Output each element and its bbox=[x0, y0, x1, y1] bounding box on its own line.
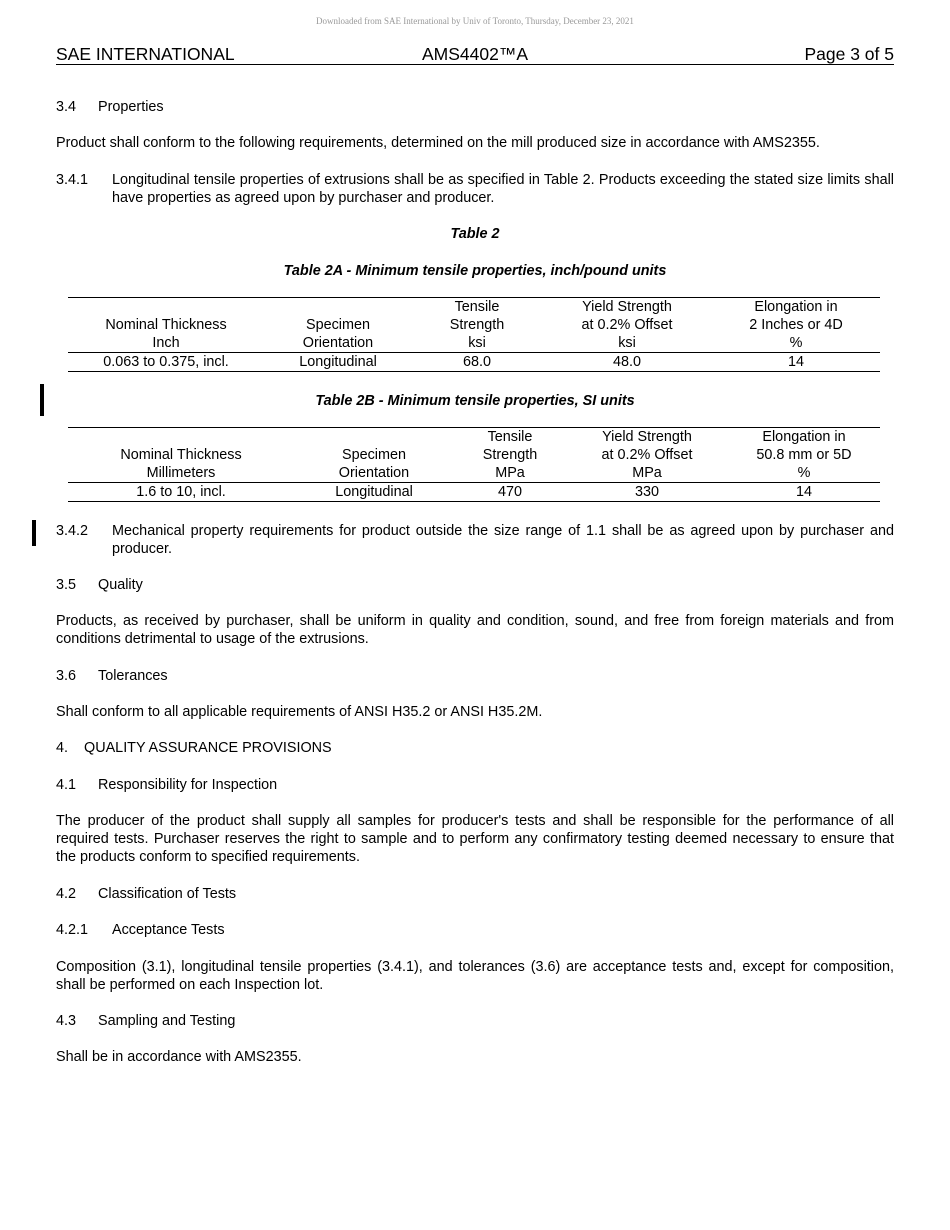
section-number: 4.1 bbox=[56, 777, 77, 793]
section-3-4-heading bbox=[56, 98, 164, 116]
section-4-3-heading bbox=[56, 1012, 235, 1030]
section-number: 3.6 bbox=[56, 668, 77, 684]
header-yield-strength: Yield Strength at 0.2% Offset MPa bbox=[566, 428, 728, 483]
header-document-number: AMS4402™A bbox=[421, 44, 529, 64]
table-2a-caption: Table 2A - Minimum tensile properties, inch/pound units bbox=[283, 263, 667, 279]
table-row bbox=[68, 483, 880, 502]
cell-thickness: 0.063 to 0.375, incl. bbox=[68, 353, 264, 372]
table-header-row bbox=[68, 428, 880, 483]
section-3-5-heading bbox=[56, 576, 143, 594]
header-page-number: Page 3 of 5 bbox=[804, 44, 894, 64]
cell-yield: 330 bbox=[566, 483, 728, 502]
header-yield-strength: Yield Strength at 0.2% Offset ksi bbox=[542, 298, 712, 353]
section-4-2-1-heading bbox=[56, 921, 225, 939]
section-number: 3.4.2 bbox=[56, 523, 89, 539]
section-3-6-paragraph: Shall conform to all applicable requirements of ANSI H35.2 or ANSI H35.2M. bbox=[56, 704, 543, 720]
table-2-caption: Table 2 bbox=[450, 226, 500, 242]
section-text: Mechanical property requirements for product outside the size range of 1.1 shall be as agreed upon by purchaser and producer. bbox=[112, 523, 894, 557]
section-title: Classification of Tests bbox=[98, 886, 237, 902]
header-nominal-thickness: Nominal Thickness Millimeters bbox=[68, 428, 294, 483]
section-title: Acceptance Tests bbox=[112, 922, 225, 938]
header-tensile-strength: Tensile Strength MPa bbox=[454, 428, 566, 483]
cell-elongation: 14 bbox=[712, 353, 880, 372]
section-4-2-1-paragraph: Composition (3.1), longitudinal tensile properties (3.4.1), and tolerances (3.6) are acceptance tests and, except for composition, shall be performed on each Inspection lot. bbox=[56, 959, 894, 993]
section-number: 3.4 bbox=[56, 99, 77, 115]
section-title: Tolerances bbox=[98, 668, 168, 684]
section-title: Properties bbox=[98, 99, 164, 115]
download-notice: Downloaded from SAE International by Univ of Toronto, Thursday, December 23, 2021 bbox=[316, 16, 634, 26]
header-specimen-orientation: Specimen Orientation bbox=[264, 298, 412, 353]
section-title: Sampling and Testing bbox=[98, 1013, 236, 1029]
cell-tensile: 68.0 bbox=[412, 353, 542, 372]
revision-bar bbox=[32, 520, 36, 546]
cell-orientation: Longitudinal bbox=[264, 353, 412, 372]
header-publisher: SAE INTERNATIONAL bbox=[56, 44, 235, 64]
table-2a bbox=[68, 297, 880, 372]
section-3-6-heading bbox=[56, 667, 168, 685]
section-number: 4.3 bbox=[56, 1013, 77, 1029]
section-4-heading bbox=[56, 739, 332, 757]
cell-orientation: Longitudinal bbox=[294, 483, 454, 502]
cell-tensile: 470 bbox=[454, 483, 566, 502]
header-elongation: Elongation in 2 Inches or 4D % bbox=[712, 298, 880, 353]
cell-elongation: 14 bbox=[728, 483, 880, 502]
header-nominal-thickness: Nominal Thickness Inch bbox=[68, 298, 264, 353]
section-number: 3.5 bbox=[56, 577, 77, 593]
section-title: QUALITY ASSURANCE PROVISIONS bbox=[84, 740, 332, 756]
header-elongation: Elongation in 50.8 mm or 5D % bbox=[728, 428, 880, 483]
table-2b-caption: Table 2B - Minimum tensile properties, SI units bbox=[315, 393, 635, 409]
section-4-1-heading bbox=[56, 776, 277, 794]
table-2b bbox=[68, 427, 880, 502]
cell-thickness: 1.6 to 10, incl. bbox=[68, 483, 294, 502]
table-header-row bbox=[68, 298, 880, 353]
section-4-2-heading bbox=[56, 885, 236, 903]
header-tensile-strength: Tensile Strength ksi bbox=[412, 298, 542, 353]
cell-yield: 48.0 bbox=[542, 353, 712, 372]
section-number: 4.2.1 bbox=[56, 922, 89, 938]
section-number: 4. bbox=[56, 740, 69, 756]
section-text: Longitudinal tensile properties of extrusions shall be as specified in Table 2. Products exceeding the stated size limits shall have properties as agreed upon by purchaser and producer. bbox=[112, 172, 894, 206]
table-row bbox=[68, 353, 880, 372]
section-4-3-paragraph: Shall be in accordance with AMS2355. bbox=[56, 1049, 302, 1065]
section-3-4-paragraph: Product shall conform to the following requirements, determined on the mill produced size in accordance with AMS2355. bbox=[56, 135, 820, 151]
header-specimen-orientation: Specimen Orientation bbox=[294, 428, 454, 483]
section-title: Responsibility for Inspection bbox=[98, 777, 278, 793]
section-title: Quality bbox=[98, 577, 143, 593]
section-number: 4.2 bbox=[56, 886, 77, 902]
section-number: 3.4.1 bbox=[56, 172, 89, 188]
section-3-5-paragraph: Products, as received by purchaser, shall be uniform in quality and condition, sound, and free from foreign materials and from conditions detrimental to usage of the extrusions. bbox=[56, 613, 894, 647]
section-4-1-paragraph: The producer of the product shall supply all samples for producer's tests and shall be responsible for the performance of all required tests. Purchaser reserves the right to sample and to perform any confirmatory testing deemed necessary to ensure that the products conform to specified requirements. bbox=[56, 813, 894, 865]
page-header bbox=[56, 44, 894, 65]
